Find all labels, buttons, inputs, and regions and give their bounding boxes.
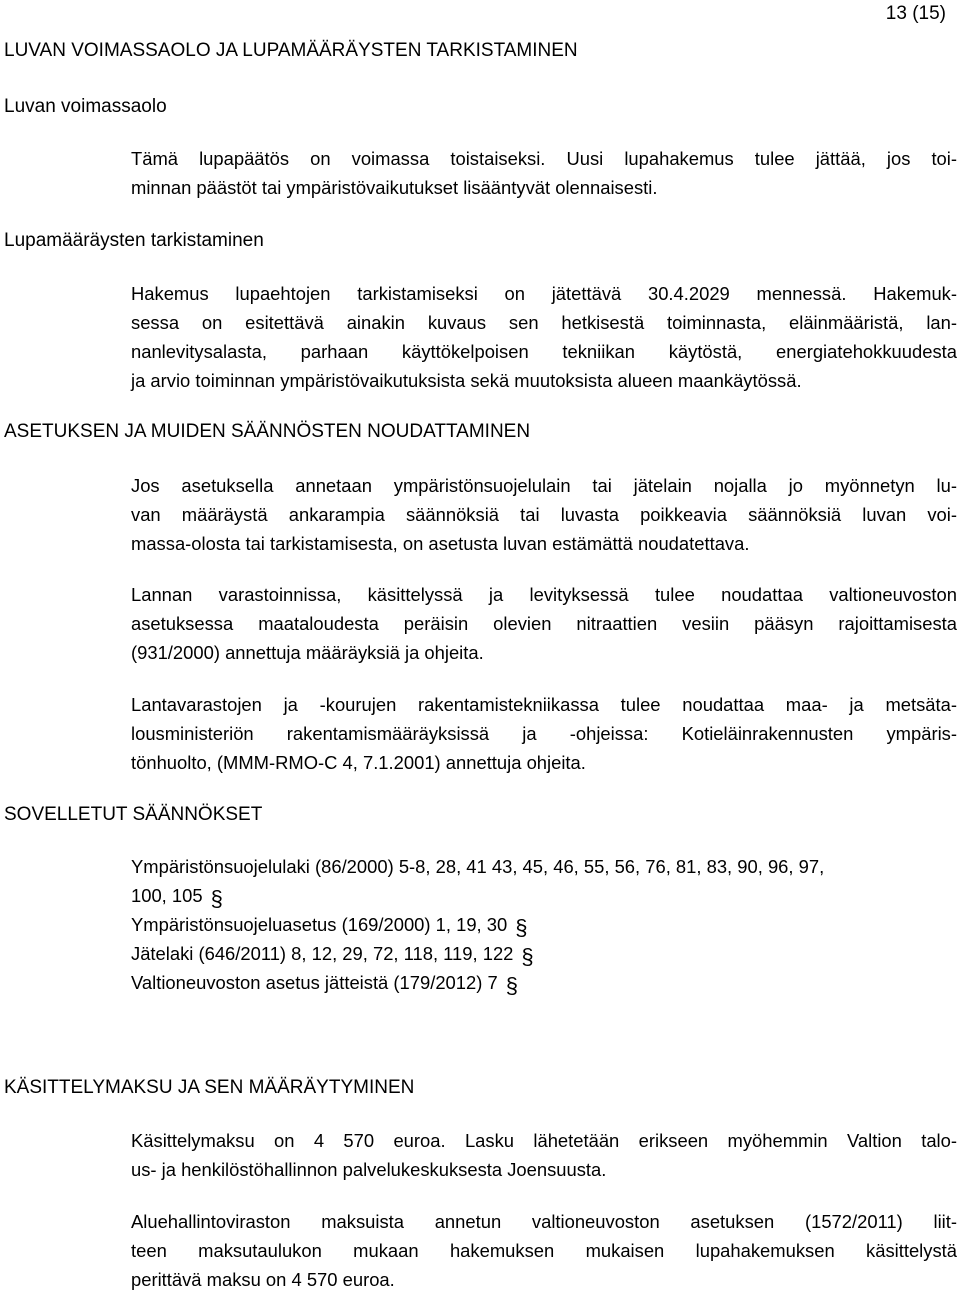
regulation-text: 100, 105 [131,885,203,906]
text-line: us- ja henkilöstöhallinnon palvelukeskuksesta Joensuusta. [131,1159,607,1180]
text-line: Lantavarastojen ja -kourujen rakentamistekniikassa tulee noudattaa maa- ja metsäta- [131,694,957,715]
paragraph-permit-review [131,279,957,395]
section-heading-processing-fee: KÄSITTELYMAKSU JA SEN MÄÄRÄYTYMINEN [4,1077,415,1098]
subheading-permit-review: Lupamääräysten tarkistaminen [4,230,264,251]
section-symbol: § [505,973,518,998]
text-line: minnan päästöt tai ympäristövaikutukset lisääntyvät olennaisesti. [131,177,658,198]
text-line: Jos asetuksella annetaan ympäristönsuojelulain tai jätelain nojalla jo myönnetyn lu- [131,475,957,496]
text-line: lousministeriön rakentamismääräyksissä ja -ohjeissa: Kotieläinrakennusten ympäris- [131,723,957,744]
text-line: teen maksutaulukon mukaan hakemuksen mukaisen lupahakemuksen käsittelystä [131,1240,957,1261]
regulation-text: Jätelaki (646/2011) 8, 12, 29, 72, 118, 119, 122 [131,943,514,964]
paragraph-compliance-3 [131,690,957,777]
text-line: ja arvio toiminnan ympäristövaikutuksista sekä muutoksista alueen maankäytössä. [131,370,802,391]
text-line: asetuksessa maataloudesta peräisin olevien nitraattien vesiin pääsyn rajoittamisesta [131,613,957,634]
text-line: nanlevitysalasta, parhaan käyttökelpoisen tekniikan käytöstä, energiatehokkuudesta [131,341,957,362]
section-heading-applied-regulations: SOVELLETUT SÄÄNNÖKSET [4,804,263,825]
regulation-item [131,968,518,997]
text-line: massa-olosta tai tarkistamisesta, on asetusta luvan estämättä noudatettava. [131,533,750,554]
section-heading-compliance: ASETUKSEN JA MUIDEN SÄÄNNÖSTEN NOUDATTAMINEN [4,421,531,442]
paragraph-compliance-1 [131,471,957,558]
section-symbol: § [515,915,528,940]
regulation-text: Ympäristönsuojeluasetus (169/2000) 1, 19, 30 [131,914,508,935]
paragraph-fee-2 [131,1207,957,1294]
regulation-item [131,852,824,910]
text-line: sessa on esitettävä ainakin kuvaus sen hetkisestä toiminnasta, eläinmääristä, lan- [131,312,957,333]
regulation-item [131,910,527,939]
text-line: Käsittelymaksu on 4 570 euroa. Lasku lähetetään erikseen myöhemmin Valtion talo- [131,1130,957,1151]
text-line: perittävä maksu on 4 570 euroa. [131,1269,395,1290]
section-symbol: § [210,886,223,911]
paragraph-compliance-2 [131,580,957,667]
section-symbol: § [521,944,534,969]
subheading-permit-validity: Luvan voimassaolo [4,96,167,117]
text-line: Tämä lupapäätös on voimassa toistaiseksi. Uusi lupahakemus tulee jättää, jos toi- [131,148,957,169]
regulation-text: Valtioneuvoston asetus jätteistä (179/2012) 7 [131,972,498,993]
section-heading-validity: LUVAN VOIMASSAOLO JA LUPAMÄÄRÄYSTEN TARKISTAMINEN [4,40,578,61]
text-line: (931/2000) annettuja määräyksiä ja ohjeita. [131,642,484,663]
page-number: 13 (15) [885,3,946,24]
text-line: Hakemus lupaehtojen tarkistamiseksi on jätettävä 30.4.2029 mennessä. Hakemuk- [131,283,957,304]
regulation-text: Ympäristönsuojelulaki (86/2000) 5-8, 28, 41 43, 45, 46, 55, 56, 76, 81, 83, 90, 96, 97, [131,856,825,877]
text-line: tönhuolto, (MMM-RMO-C 4, 7.1.2001) annettuja ohjeita. [131,752,586,773]
paragraph-permit-validity [131,144,957,202]
paragraph-fee-1 [131,1126,957,1184]
regulation-item [131,939,534,968]
text-line: van määräystä ankarampia säännöksiä tai luvasta poikkeavia säännöksiä luvan voi- [131,504,957,525]
text-line: Aluehallintoviraston maksuista annetun valtioneuvoston asetuksen (1572/2011) liit- [131,1211,957,1232]
text-line: Lannan varastoinnissa, käsittelyssä ja levityksessä tulee noudattaa valtioneuvoston [131,584,957,605]
